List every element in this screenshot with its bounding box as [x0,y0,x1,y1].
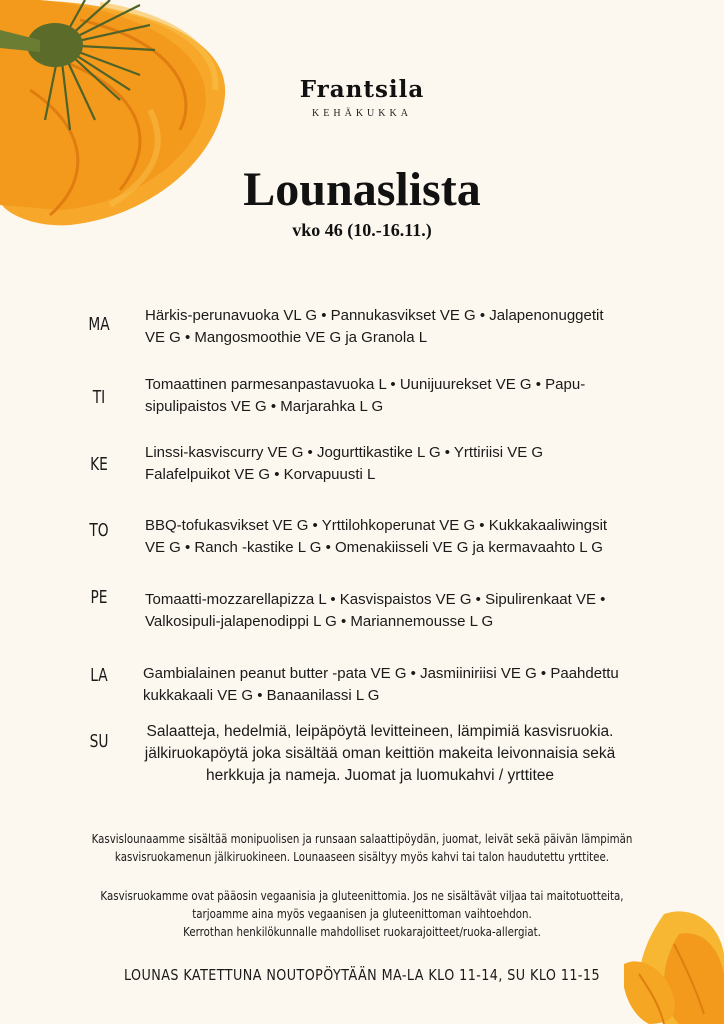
day-code-to: TO [89,520,109,541]
day-code-pe: PE [90,587,108,608]
menu-line: Linssi-kasviscurry VE G • Jogurttikastike L G • Yrttiriisi VE G [145,444,544,461]
info-line: kasvisruokamenun jälkiruokineen. Lounaaseen sisältyy myös kahvi tai talon haudutettu yrttitee. [114,849,610,864]
menu-line: Härkis-perunavuoka VL G • Pannukasvikset VE G • Jalapenonuggetit [145,307,604,324]
day-code-ti: TI [92,387,106,408]
menu-line: sipulipaistos VE G • Marjarahka L G [145,398,384,415]
menu-ke [145,442,665,486]
menu-pe [145,589,665,633]
day-code-su: SU [89,731,109,752]
brand-name: Frantsila [299,76,425,103]
menu-line: BBQ-tofukasvikset VE G • Yrttilohkoperunat VE G • Kukkakaaliwingsit [145,517,608,534]
opening-hours: LOUNAS KATETTUNA NOUTOPÖYTÄÄN MA-LA KLO 11-14, SU KLO 11-15 [123,966,601,984]
day-code-la: LA [90,665,108,686]
menu-ma [145,305,665,349]
menu-line: Falafelpuikot VE G • Korvapuusti L [145,466,376,483]
page-title: Lounaslista [243,163,481,216]
info-line: Kasvislounaamme sisältää monipuolisen ja runsaan salaattipöydän, juomat, leivät sekä päivän lämpimän [91,831,633,846]
menu-line: herkkuja ja nameja. Juomat ja luomukahvi / yrttitee [205,767,555,784]
menu-line: VE G • Mangosmoothie VE G ja Granola L [145,329,428,346]
menu-ti [145,374,665,418]
menu-line: Gambialainen peanut butter -pata VE G • Jasmiiniriisi VE G • Paahdettu [143,665,619,682]
menu-line: Tomaatti-mozzarellapizza L • Kasvispaistos VE G • Sipulirenkaat VE • [145,591,606,608]
week-label: vko 46 (10.-16.11.) [292,220,432,240]
brand-subtitle: KEHÄKUKKA [312,108,412,119]
info-paragraph-1 [65,830,659,866]
menu-line: jälkiruokapöytä joka sisältää oman keittiön makeita leivonnaisia sekä [144,745,616,762]
info-paragraph-2 [65,887,659,941]
day-code-ke: KE [90,454,108,475]
menu-la [143,663,663,707]
menu-line: kukkakaali VE G • Banaanilassi L G [143,687,380,704]
info-line: tarjoamme aina myös vegaanisen ja gluteenittoman vaihtoehdon. [192,906,532,921]
day-code-ma: MA [88,314,110,335]
menu-line: VE G • Ranch -kastike L G • Omenakiisseli VE G ja kermavaahto L G [145,539,603,556]
menu-line: Valkosipuli-jalapenodippi L G • Mariannemousse L G [145,613,494,630]
menu-su [120,721,640,787]
info-line: Kasvisruokamme ovat pääosin vegaanisia ja gluteenittomia. Jos ne sisältävät viljaa tai maitotuotteita, [100,888,624,903]
menu-line: Tomaattinen parmesanpastavuoka L • Uunijuurekset VE G • Papu- [145,376,586,393]
menu-to [145,515,665,559]
menu-line: Salaatteja, hedelmiä, leipäpöytä levitteineen, lämpimiä kasvisruokia. [146,723,614,740]
brand-logo [0,76,724,119]
info-line: Kerrothan henkilökunnalle mahdolliset ruokarajoitteet/ruoka-allergiat. [183,924,541,939]
